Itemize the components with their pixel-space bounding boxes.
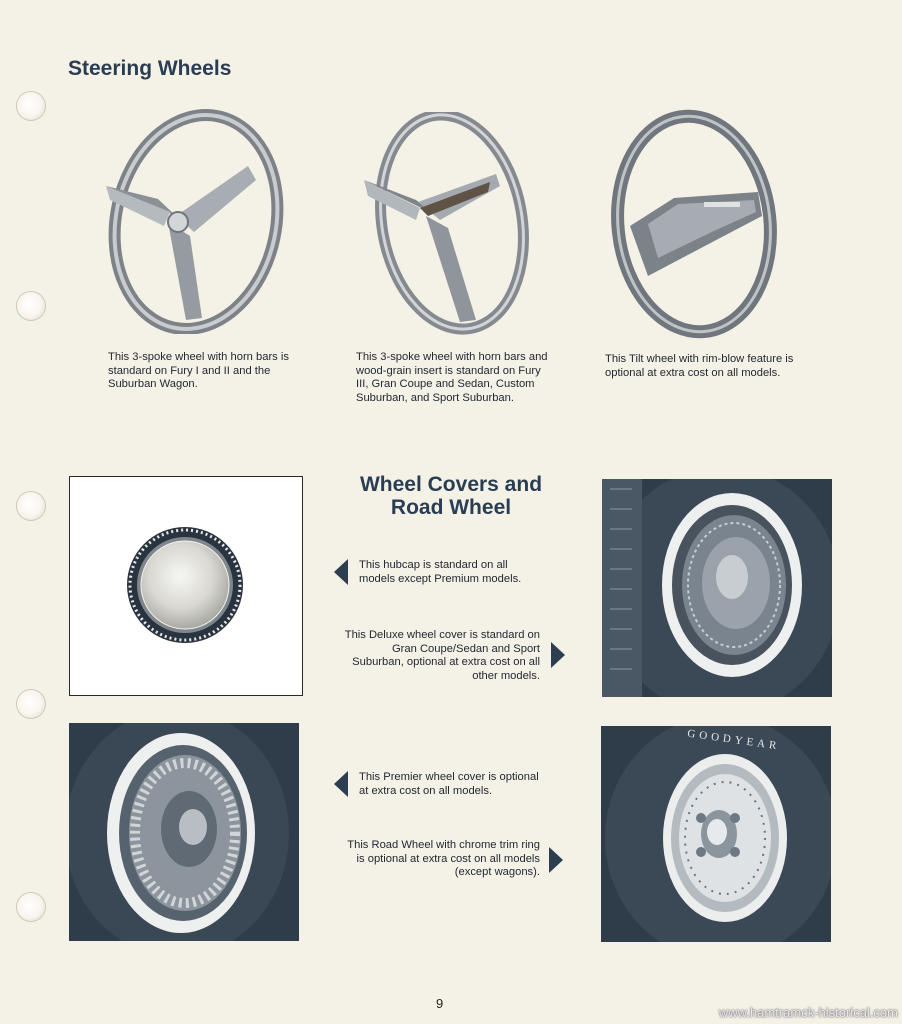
binder-hole [17, 690, 45, 718]
arrow-right-icon [549, 847, 563, 873]
binder-hole [17, 492, 45, 520]
goodyear-tire-lettering: GOODYEAR [686, 727, 782, 753]
steering-wheel-3-spoke-image [98, 104, 288, 334]
steering-caption-2: This 3-spoke wheel with horn bars and wood-grain insert is standard on Fury III, Gran Coupe and Sedan, Custom Suburban, and Sport Suburban. [356, 351, 548, 404]
premier-caption: This Premier wheel cover is optional at extra cost on all models. [359, 771, 539, 797]
binder-hole [17, 893, 45, 921]
road-wheel-caption: This Road Wheel with chrome trim ring is optional at extra cost on all models (except wagons). [347, 839, 540, 878]
steering-wheel-tilt-image [608, 108, 780, 340]
arrow-left-icon [334, 559, 348, 585]
arrow-right-icon [551, 642, 565, 668]
binder-hole [17, 92, 45, 120]
deluxe-wheel-cover-image [602, 479, 832, 697]
hubcap-caption: This hubcap is standard on all models except Premium models. [359, 559, 522, 585]
arrow-left-icon [334, 771, 348, 797]
page-number: 9 [436, 996, 444, 1011]
premier-wheel-cover-image [69, 723, 299, 941]
steering-caption-1: This 3-spoke wheel with horn bars is standard on Fury I and II and the Suburban Wagon. [108, 351, 289, 390]
steering-wheels-heading: Steering Wheels [68, 57, 232, 80]
wheel-covers-heading: Wheel Covers and Road Wheel [359, 473, 543, 519]
hubcap-image [69, 476, 303, 696]
steering-caption-3: This Tilt wheel with rim-blow feature is optional at extra cost on all models. [605, 353, 794, 379]
binder-hole [17, 292, 45, 320]
deluxe-caption: This Deluxe wheel cover is standard on Gran Coupe/Sedan and Sport Suburban, optional at extra cost on all other models. [344, 629, 540, 682]
site-watermark: www.hamtramck-historical.com [718, 1005, 898, 1020]
road-wheel-image [601, 726, 831, 942]
steering-wheel-wood-grain-image [358, 112, 536, 338]
